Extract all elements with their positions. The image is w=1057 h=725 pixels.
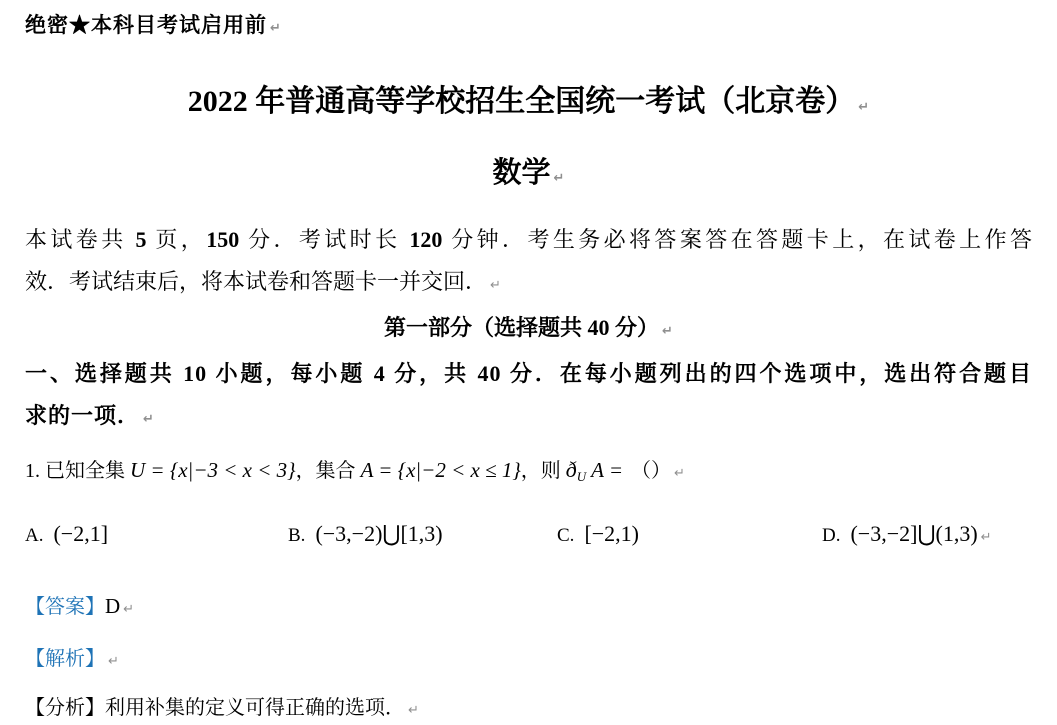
paragraph-mark: ↵: [980, 530, 992, 545]
explanation-label: 【解析】: [25, 648, 105, 670]
instruction-line-2: [25, 395, 1032, 441]
answer-options: [25, 521, 1032, 561]
intro-text: 分．考试时长: [239, 227, 410, 252]
question-text: ，集合: [295, 460, 356, 482]
paragraph-mark: ↵: [553, 171, 565, 186]
paragraph-mark: ↵: [270, 21, 282, 36]
option-a-label: A.: [25, 525, 44, 546]
intro-line-2: [25, 261, 1032, 307]
paragraph-mark: ↵: [123, 602, 135, 617]
instruction-text: 求的一项．: [25, 403, 141, 428]
option-c-label: C.: [557, 525, 575, 546]
option-b-value: (−3,−2)⋃[1,3): [315, 521, 443, 546]
complement-symbol: ð: [565, 457, 577, 482]
question-text: 已知全集: [45, 460, 125, 482]
option-c: [557, 521, 639, 547]
intro-text: 效．考试结束后，将本试卷和答题卡一并交回．: [25, 269, 488, 294]
question-text: ，则: [520, 460, 561, 482]
intro-number: 5: [135, 227, 147, 252]
part-one-heading-text: 第一部分（选择题共 40 分）: [384, 315, 660, 340]
analysis-text: 利用补集的定义可得正确的选项．: [105, 697, 405, 719]
paragraph-mark: ↵: [408, 703, 419, 718]
option-a: [25, 521, 108, 547]
exam-title: [25, 81, 1032, 128]
paragraph-mark: ↵: [858, 100, 870, 115]
paragraph-mark: ↵: [674, 466, 685, 481]
option-b-label: B.: [288, 525, 306, 546]
subject-title: [25, 153, 1032, 199]
classified-text: 绝密★本科目考试启用前: [25, 13, 267, 37]
math-expression-set-a: A = {x|−2 < x ≤ 1}: [360, 458, 521, 482]
subject-title-text: 数学: [492, 157, 551, 189]
math-expression-universal-set: U = {x|−3 < x < 3}: [130, 458, 296, 482]
intro-line-1: [25, 219, 1032, 261]
option-d: [822, 521, 992, 547]
intro-number: 120: [409, 227, 443, 252]
question-1: [25, 450, 1032, 497]
answer-line: [25, 592, 1032, 624]
answer-label: 【答案】: [25, 596, 105, 618]
intro-text: 页，: [146, 227, 207, 252]
paragraph-mark: ↵: [662, 324, 673, 339]
instruction-text: 一、选择题共 10 小题，每小题 4 分，共 40 分．在每小题列出的四个选项中，选出符合题目: [25, 361, 1032, 386]
paragraph-mark: ↵: [108, 654, 119, 669]
option-c-value: [−2,1): [584, 521, 639, 546]
part-one-heading: [25, 307, 1032, 353]
answer-value: D: [105, 594, 121, 618]
exam-instructions: [25, 219, 1032, 307]
answer-parentheses: （）: [631, 460, 672, 482]
intro-text: 本试卷共: [25, 227, 136, 252]
option-a-value: (−2,1]: [53, 521, 109, 546]
math-expression-equals: A =: [591, 458, 624, 482]
instruction-line-1: [25, 353, 1032, 395]
intro-text: 分钟．考生务必将答案答在答题卡上，在试卷上作答: [442, 227, 1032, 252]
paragraph-mark: ↵: [143, 412, 155, 427]
option-d-label: D.: [822, 525, 841, 546]
intro-number: 150: [206, 227, 240, 252]
complement-subscript: U: [576, 469, 587, 484]
paragraph-mark: ↵: [490, 278, 501, 293]
question-number: 1.: [25, 460, 45, 482]
selection-instruction: [25, 353, 1032, 441]
explanation-line: [25, 645, 1032, 676]
analysis-line: [25, 694, 1032, 725]
classified-banner: [25, 10, 1032, 44]
option-b: [288, 521, 443, 547]
option-d-value: (−3,−2]⋃(1,3): [850, 521, 978, 546]
exam-title-text: 2022 年普通高等学校招生全国统一考试（北京卷）: [187, 85, 856, 118]
analysis-label: 【分析】: [25, 697, 105, 719]
